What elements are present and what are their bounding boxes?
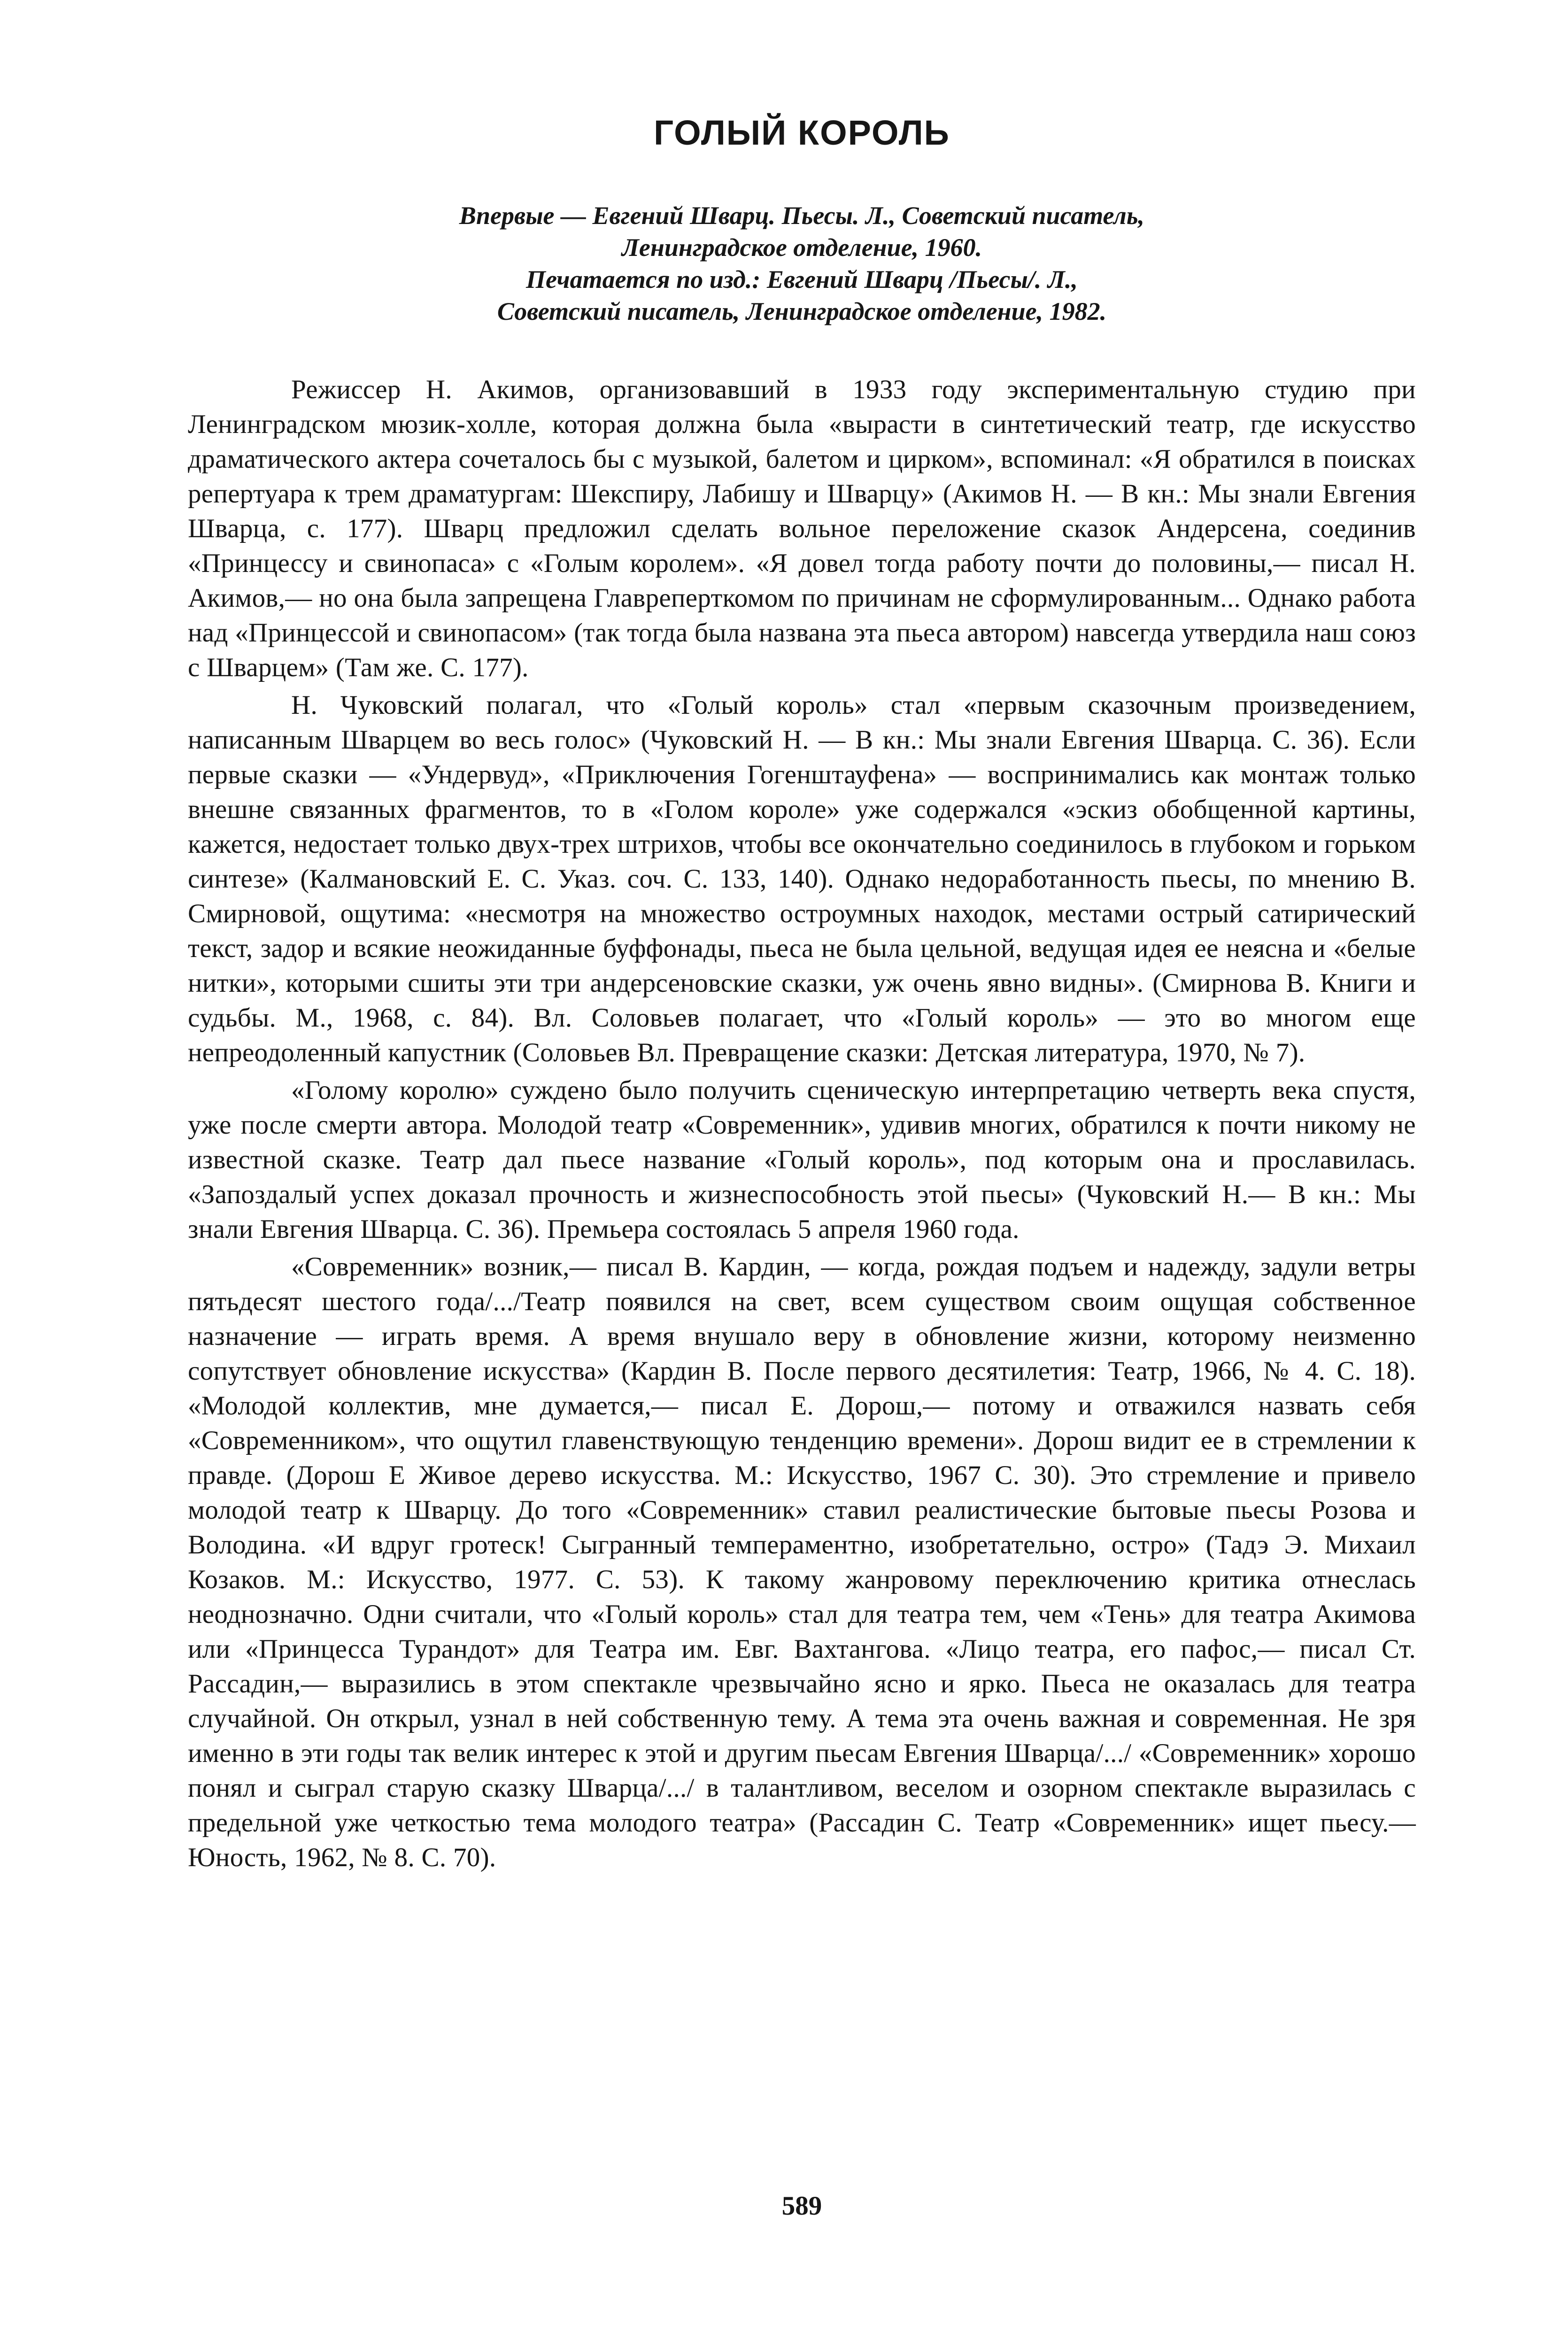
body-paragraph: Режиссер Н. Акимов, организовавший в 1933 году экспериментальную студию при Ленинградском мюзик-холле, которая должна была «вырасти в синтетический театр, где искусство драматического актера сочеталось бы с музыкой, балетом и цирком», вспоминал: «Я обратился в поисках репертуара к трем драматургам: Шекспиру, Лабишу и Шварцу» (Акимов Н. — В кн.: Мы знали Евгения Шварца, с. 177). Шварц предложил сделать вольное переложение сказок Андерсена, соединив «Принцессу и свинопаса» с «Голым королем». «Я довел тогда работу почти до половины,— писал Н. Акимов,— но она была запрещена Главреперткомом по причинам не сформулированным... Однако работа над «Принцессой и свинопасом» (так тогда была названа эта пьеса автором) навсегда утвердила наш союз с Шварцем» (Там же. С. 177).: [188, 375, 1416, 682]
publication-source-note: [188, 200, 1416, 327]
source-line: Советский писатель, Ленинградское отделение, 1982.: [497, 297, 1107, 325]
body-paragraph: «Современник» возник,— писал В. Кардин, — когда, рождая подъем и надежду, задули ветры пятьдесят шестого года/.../Театр появился на свет, всем существом своим ощущая собственное назначение — играть время. А время внушало веру в обновление жизни, которому неизменно сопутствует обновление искусства» (Кардин В. После первого десятилетия: Театр, 1966, № 4. С. 18). «Молодой коллектив, мне думается,— писал Е. Дорош,— потому и отважился назвать себя «Современником», что ощутил главенствующую тенденцию времени». Дорош видит ее в стремлении к правде. (Дорош Е Живое дерево искусства. М.: Искусство, 1967 С. 30). Это стремление и привело молодой театр к Шварцу. До того «Современник» ставил реалистические бытовые пьесы Розова и Володина. «И вдруг гротеск! Сыгранный темпераментно, изобретательно, остро» (Тадэ Э. Михаил Козаков. М.: Искусство, 1977. С. 53). К такому жанровому переключению критика отнеслась неоднозначно. Одни считали, что «Голый король» стал для театра тем, чем «Тень» для театра Акимова или «Принцесса Турандот» для Театра им. Евг. Вахтангова. «Лицо театра, его пафос,— писал Ст. Рассадин,— выразились в этом спектакле чрезвычайно ясно и ярко. Пьеса не оказалась для театра случайной. Он открыл, узнал в ней собственную тему. А тема эта очень важная и современная. Не зря именно в эти годы так велик интерес к этой и другим пьесам Евгения Шварца/.../ «Современник» хорошо понял и сыграл старую сказку Шварца/.../ в талантливом, веселом и озорном спектакле выразилась с предельной уже четкостью тема молодого театра» (Рассадин С. Театр «Современник» ищет пьесу.— Юность, 1962, № 8. С. 70).: [188, 1252, 1416, 1872]
body-paragraph: «Голому королю» суждено было получить сценическую интерпретацию четверть века спустя, уже после смерти автора. Молодой театр «Современник», удивив многих, обратился к почти никому не известной сказке. Театр дал пьесе название «Голый король», под которым она и прославилась. «Запоздалый успех доказал прочность и жизнеспособность этой пьесы» (Чуковский Н.— В кн.: Мы знали Евгения Шварца. С. 36). Премьера состоялась 5 апреля 1960 года.: [188, 1075, 1416, 1244]
page-title: ГОЛЫЙ КОРОЛЬ: [654, 113, 950, 152]
commentary-body: [188, 372, 1416, 1875]
page-number: 589: [781, 2191, 822, 2221]
source-line: Печатается по изд.: Евгений Шварц /Пьесы/. Л.,: [526, 265, 1078, 294]
source-line: Ленинградское отделение, 1960.: [621, 233, 982, 262]
source-line: Впервые — Евгений Шварц. Пьесы. Л., Советский писатель,: [459, 201, 1145, 230]
book-page: [188, 94, 1416, 2273]
body-paragraph: Н. Чуковский полагал, что «Голый король» стал «первым сказочным произведением, написанным Шварцем во весь голос» (Чуковский Н. — В кн.: Мы знали Евгения Шварца. С. 36). Если первые сказки — «Ундервуд», «Приключения Гогенштауфена» — воспринимались как монтаж только внешне связанных фрагментов, то в «Голом короле» уже содержался «эскиз обобщенной картины, кажется, недостает только двух-трех штрихов, чтобы все окончательно соединилось в глубоком и горьком синтезе» (Калмановский Е. С. Указ. соч. С. 133, 140). Однако недоработанность пьесы, по мнению В. Смирновой, ощутима: «несмотря на множество остроумных находок, местами острый сатирический текст, задор и всякие неожиданные буффонады, пьеса не была цельной, ведущая идея ее неясна и «белые нитки», которыми сшиты эти три андерсеновские сказки, уж очень явно видны». (Смирнова В. Книги и судьбы. М., 1968, с. 84). Вл. Соловьев полагает, что «Голый король» — это во многом еще непреодоленный капустник (Соловьев Вл. Превращение сказки: Детская литература, 1970, № 7).: [188, 690, 1416, 1067]
